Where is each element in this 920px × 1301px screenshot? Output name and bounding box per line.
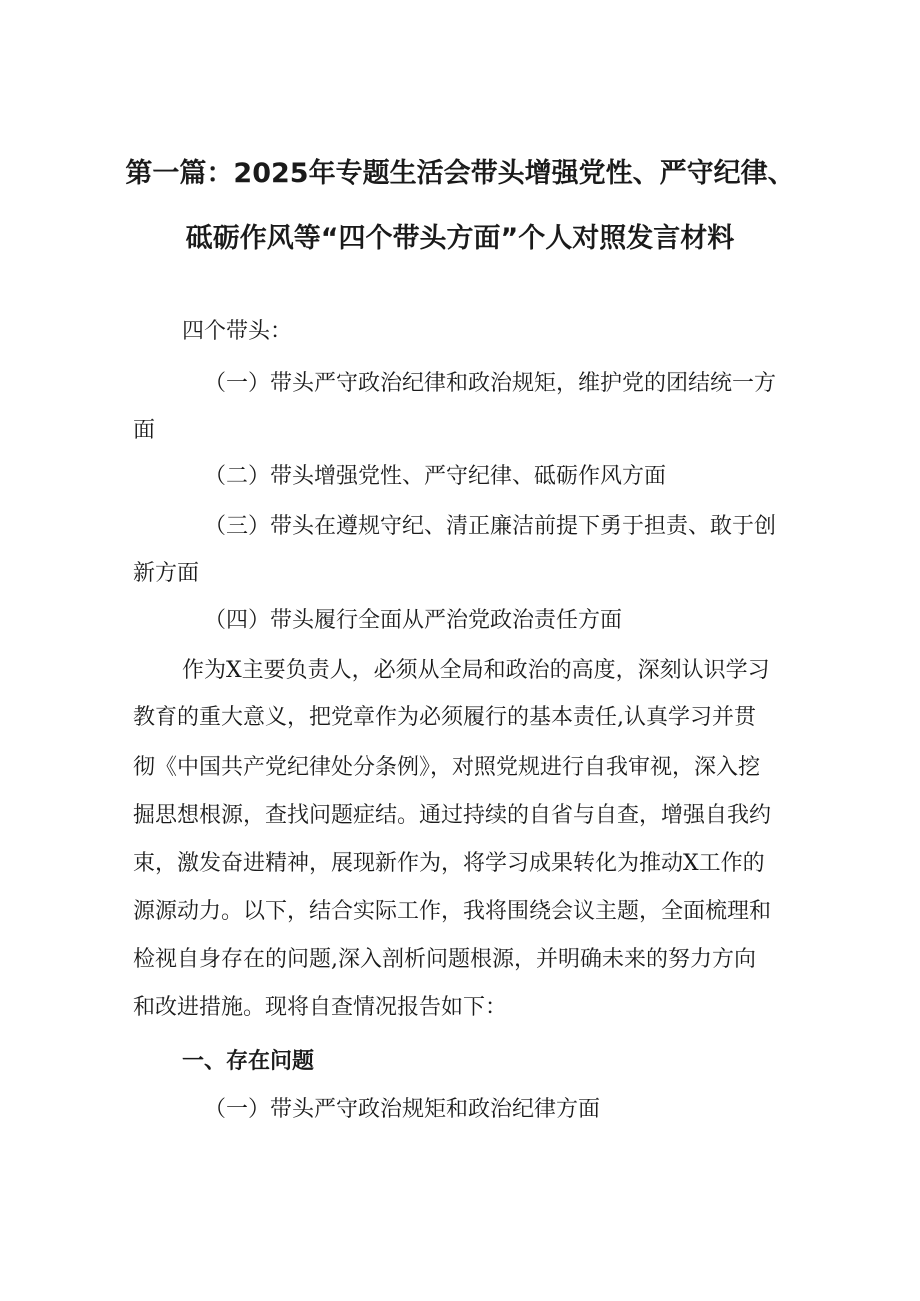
paragraph-line: 和改进措施。现将自查情况报告如下： xyxy=(133,995,508,1020)
paragraph-line: 源源动力。以下，结合实际工作，我将围绕会议主题，全面梳理和 xyxy=(133,899,772,924)
document-title-line-1: 第一篇：2025年专题生活会带头增强党性、严守纪律、 xyxy=(125,158,795,189)
paragraph-line: 四个带头： xyxy=(182,319,293,344)
paragraph-line: 彻《中国共产党纪律处分条例》，对照党规进行自我审视，深入挖 xyxy=(133,755,761,780)
paragraph-line: 检视自身存在的问题,深入剖析问题根源，并明确未来的努力方向 xyxy=(133,947,756,972)
paragraph-line: （一）带头严守政治纪律和政治规矩，维护党的团结统一方 xyxy=(204,371,777,396)
document-title-line-2: 砥砺作风等“四个带头方面”个人对照发言材料 xyxy=(185,223,735,254)
paragraph-line: （二）带头增强党性、严守纪律、砥砺作风方面 xyxy=(204,464,667,489)
paragraph-line: 面 xyxy=(133,418,156,443)
subsection-heading: （一）带头严守政治规矩和政治纪律方面 xyxy=(204,1097,601,1122)
section-heading: 一、存在问题 xyxy=(182,1049,315,1074)
paragraph-line: 作为X主要负责人，必须从全局和政治的高度，深刻认识学习 xyxy=(182,658,770,683)
paragraph-line: （三）带头在遵规守纪、清正廉洁前提下勇于担责、敢于创 xyxy=(204,514,777,539)
paragraph-line: 束，激发奋进精神，展现新作为，将学习成果转化为推动X工作的 xyxy=(133,851,765,876)
paragraph-line: 掘思想根源，查找问题症结。通过持续的自省与自查，增强自我约 xyxy=(133,803,772,828)
paragraph-line: （四）带头履行全面从严治党政治责任方面 xyxy=(204,608,623,633)
paragraph-line: 教育的重大意义，把党章作为必须履行的基本责任,认真学习并贯 xyxy=(133,705,756,730)
paragraph-line: 新方面 xyxy=(133,561,200,586)
